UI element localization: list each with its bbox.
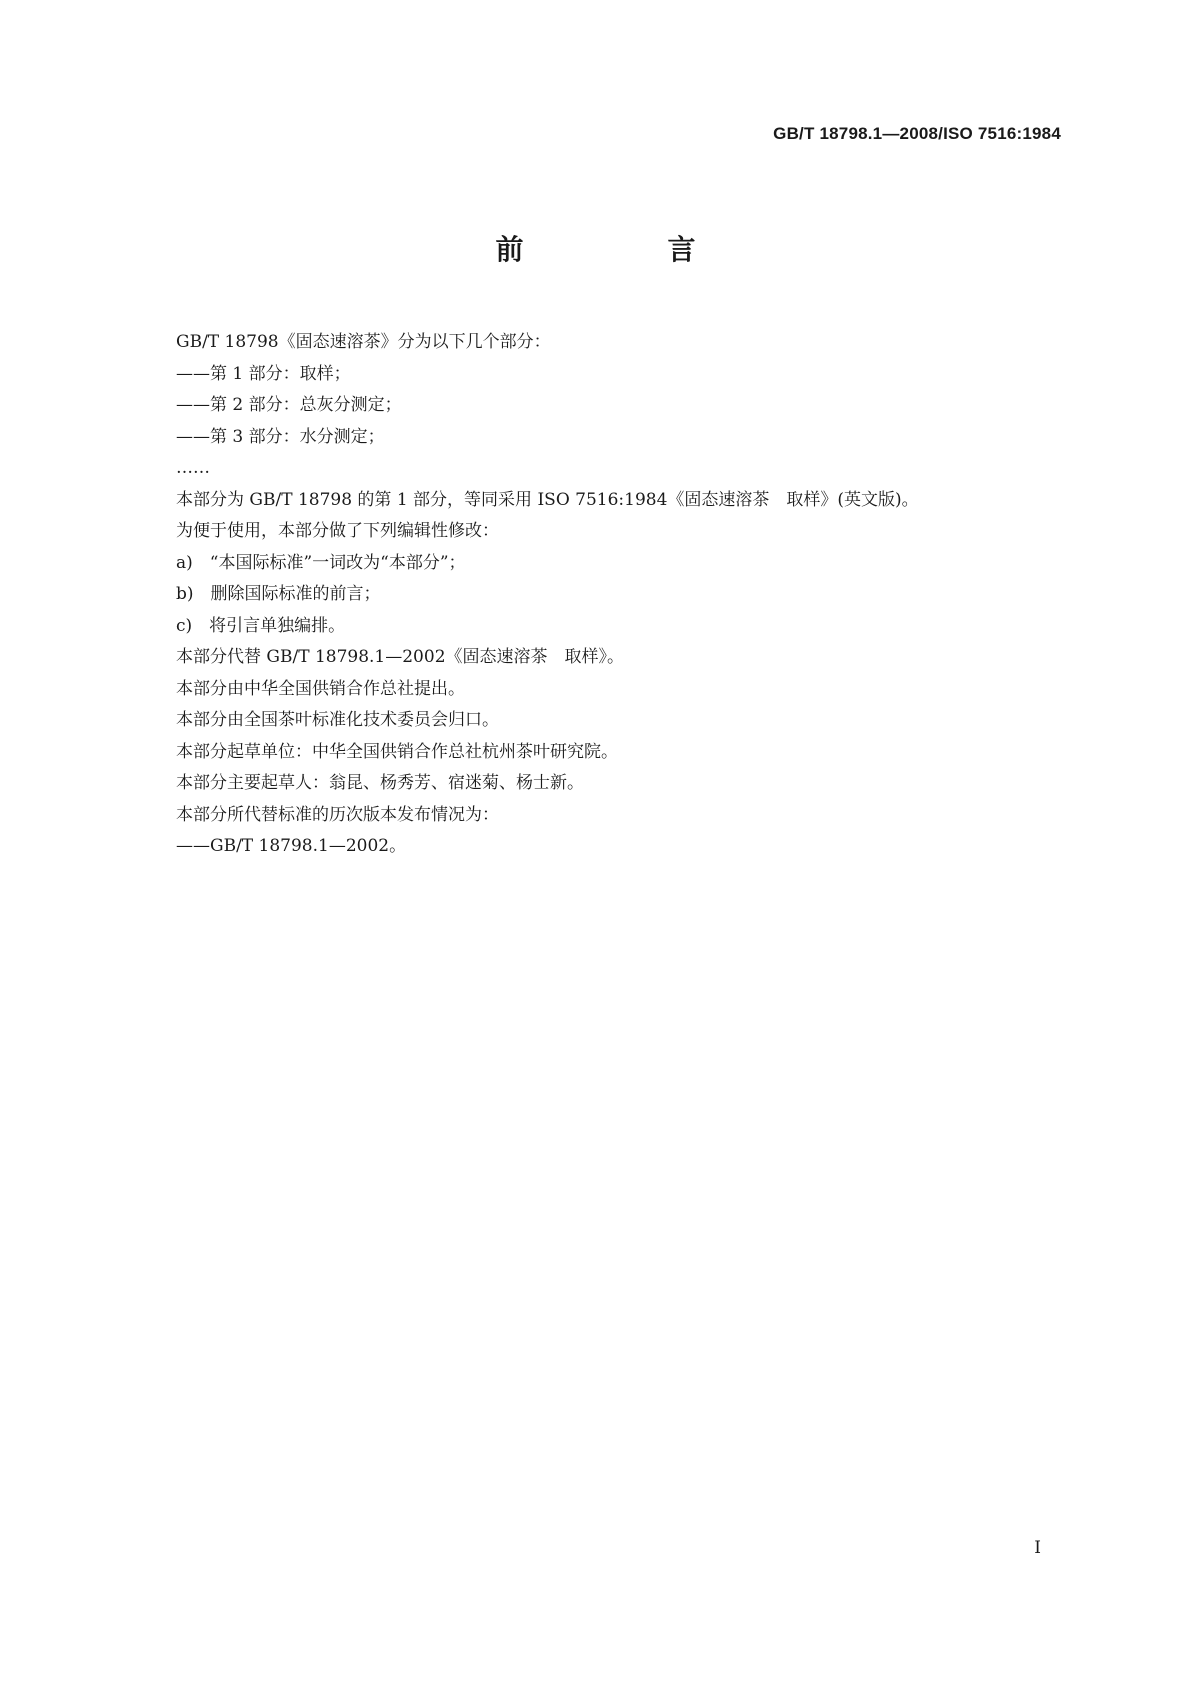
body-line: 本部分由中华全国供销合作总社提出。 <box>176 678 465 699</box>
page-number: I <box>1034 1538 1041 1558</box>
document-body <box>176 327 1056 863</box>
body-line: b) 删除国际标准的前言； <box>176 584 381 604</box>
body-line: a) “本国际标准”一词改为“本部分”； <box>176 552 466 573</box>
standard-code: GB/T 18798.1—2008/ISO 7516:1984 <box>773 124 1061 143</box>
body-line: 本部分代替 GB/T 18798.1—2002《固态速溶茶 取样》。 <box>176 647 625 667</box>
body-line: 本部分为 GB/T 18798 的第 1 部分，等同采用 ISO 7516:1984《固态速溶茶 取样》(英文版)。 <box>176 489 919 510</box>
body-line: ——GB/T 18798.1—2002。 <box>176 836 407 856</box>
body-line: …… <box>176 458 210 478</box>
body-line: 本部分起草单位：中华全国供销合作总社杭州茶叶研究院。 <box>176 741 618 762</box>
body-line: ——第 2 部分：总灰分测定； <box>176 395 402 415</box>
body-line: 本部分所代替标准的历次版本发布情况为： <box>176 804 499 825</box>
page-title: 前 言 <box>495 233 754 266</box>
body-line: c) 将引言单独编排。 <box>176 615 346 636</box>
body-line: 为便于使用，本部分做了下列编辑性修改： <box>176 521 499 541</box>
body-line: ——第 1 部分：取样； <box>176 363 351 384</box>
body-line: ——第 3 部分：水分测定； <box>176 426 385 447</box>
body-line: 本部分主要起草人：翁昆、杨秀芳、宿迷菊、杨士新。 <box>176 773 584 793</box>
body-line: GB/T 18798《固态速溶茶》分为以下几个部分： <box>176 332 551 352</box>
body-line: 本部分由全国茶叶标准化技术委员会归口。 <box>176 710 499 730</box>
